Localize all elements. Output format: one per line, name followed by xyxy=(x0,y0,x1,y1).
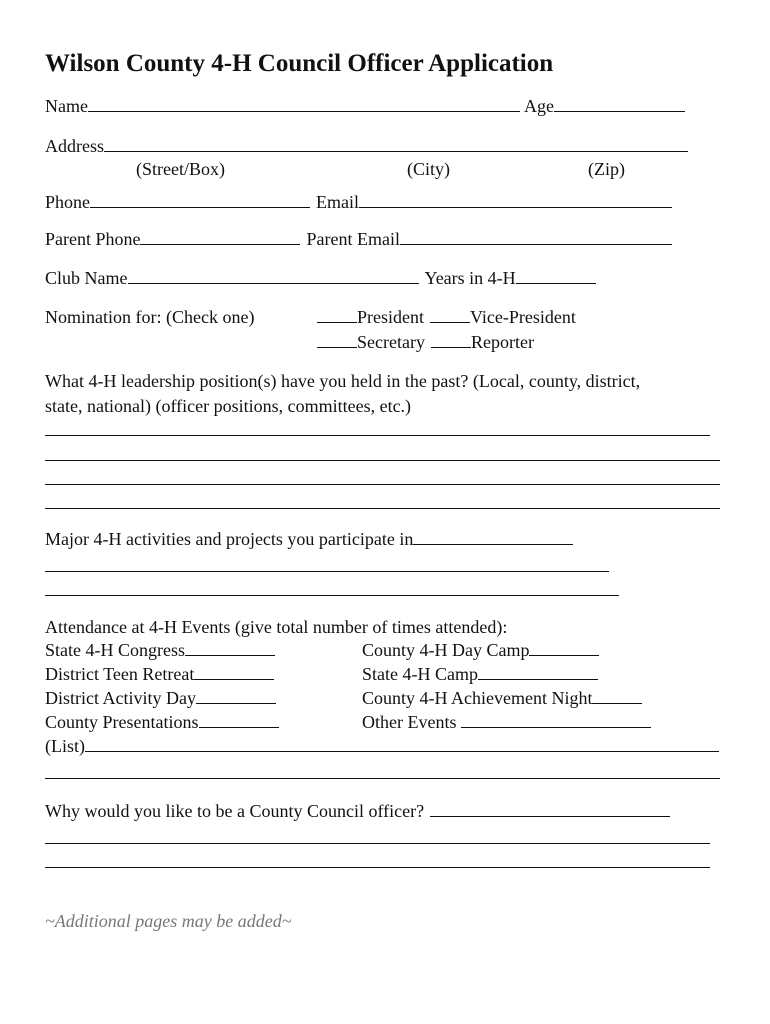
why-answer-line[interactable] xyxy=(45,867,710,868)
attendance-item xyxy=(362,665,598,683)
day-camp-label: County 4-H Day Camp xyxy=(362,640,530,660)
vice-president-label: Vice-President xyxy=(470,307,576,327)
activities-row xyxy=(45,530,573,548)
parent-email-label: Parent Email xyxy=(306,229,400,249)
parent-phone-field[interactable] xyxy=(140,230,300,245)
nomination-row-1 xyxy=(317,308,576,326)
leadership-question-line-1: What 4-H leadership position(s) have you held in the past? (Local, county, district, xyxy=(45,371,641,391)
parent-row xyxy=(45,230,672,248)
years-label: Years in 4-H xyxy=(424,268,516,288)
why-row xyxy=(45,802,670,820)
years-field[interactable] xyxy=(516,269,596,284)
achievement-night-label: County 4-H Achievement Night xyxy=(362,688,593,708)
parent-phone-label: Parent Phone xyxy=(45,229,141,249)
age-label: Age xyxy=(523,96,554,116)
attendance-heading: Attendance at 4-H Events (give total number of times attended): xyxy=(45,617,508,637)
address-label: Address xyxy=(45,136,104,156)
activities-answer-line[interactable] xyxy=(45,571,609,572)
attendance-item xyxy=(45,689,276,707)
attendance-item xyxy=(45,713,279,731)
leadership-answer-line[interactable] xyxy=(45,435,710,436)
name-label: Name xyxy=(45,96,88,116)
footer-note: ~Additional pages may be added~ xyxy=(45,911,292,931)
parent-email-field[interactable] xyxy=(400,230,672,245)
leadership-answer-line[interactable] xyxy=(45,484,720,485)
zip-hint: (Zip) xyxy=(588,159,625,179)
reporter-label: Reporter xyxy=(470,332,534,352)
page-title: Wilson County 4-H Council Officer Application xyxy=(45,50,554,77)
president-checkbox[interactable] xyxy=(317,308,357,323)
why-answer-line[interactable] xyxy=(45,843,710,844)
activities-question: Major 4-H activities and projects you participate in xyxy=(45,529,414,549)
why-field[interactable] xyxy=(430,802,670,817)
vice-president-checkbox[interactable] xyxy=(430,308,470,323)
leadership-answer-line[interactable] xyxy=(45,508,720,509)
list-answer-line[interactable] xyxy=(45,778,720,779)
achievement-night-field[interactable] xyxy=(592,689,642,704)
state-camp-label: State 4-H Camp xyxy=(362,664,478,684)
name-row xyxy=(45,97,685,115)
other-events-field[interactable] xyxy=(461,713,651,728)
state-congress-label: State 4-H Congress xyxy=(45,640,185,660)
president-label: President xyxy=(357,307,424,327)
nomination-label: Nomination for: (Check one) xyxy=(45,307,255,327)
attendance-item xyxy=(362,689,642,707)
name-field[interactable] xyxy=(88,97,520,112)
city-hint: (City) xyxy=(407,159,450,179)
phone-field[interactable] xyxy=(90,193,310,208)
secretary-checkbox[interactable] xyxy=(317,333,357,348)
leadership-answer-line[interactable] xyxy=(45,460,720,461)
attendance-item xyxy=(362,713,651,731)
activities-answer-line[interactable] xyxy=(45,595,619,596)
phone-label: Phone xyxy=(45,192,90,212)
day-camp-field[interactable] xyxy=(529,641,599,656)
email-field[interactable] xyxy=(359,193,672,208)
nomination-row-2 xyxy=(317,333,534,351)
attendance-item xyxy=(45,665,274,683)
why-question: Why would you like to be a County Council officer? xyxy=(45,801,425,821)
attendance-list-row xyxy=(45,737,719,755)
age-field[interactable] xyxy=(554,97,685,112)
activities-field[interactable] xyxy=(413,530,573,545)
attendance-item xyxy=(362,641,599,659)
county-presentations-field[interactable] xyxy=(199,713,279,728)
county-presentations-label: County Presentations xyxy=(45,712,199,732)
list-field[interactable] xyxy=(85,737,719,752)
address-field[interactable] xyxy=(104,137,688,152)
club-name-field[interactable] xyxy=(128,269,419,284)
club-name-label: Club Name xyxy=(45,268,128,288)
street-box-hint: (Street/Box) xyxy=(136,159,225,179)
phone-row xyxy=(45,193,672,211)
list-label: (List) xyxy=(45,736,85,756)
reporter-checkbox[interactable] xyxy=(431,333,471,348)
teen-retreat-label: District Teen Retreat xyxy=(45,664,195,684)
secretary-label: Secretary xyxy=(357,332,425,352)
leadership-question-line-2: state, national) (officer positions, committees, etc.) xyxy=(45,396,412,416)
club-row xyxy=(45,269,596,287)
email-label: Email xyxy=(316,192,359,212)
activity-day-field[interactable] xyxy=(196,689,276,704)
other-events-label: Other Events xyxy=(362,712,457,732)
attendance-item xyxy=(45,641,275,659)
state-congress-field[interactable] xyxy=(185,641,275,656)
teen-retreat-field[interactable] xyxy=(194,665,274,680)
activity-day-label: District Activity Day xyxy=(45,688,196,708)
address-row xyxy=(45,137,688,155)
state-camp-field[interactable] xyxy=(478,665,598,680)
